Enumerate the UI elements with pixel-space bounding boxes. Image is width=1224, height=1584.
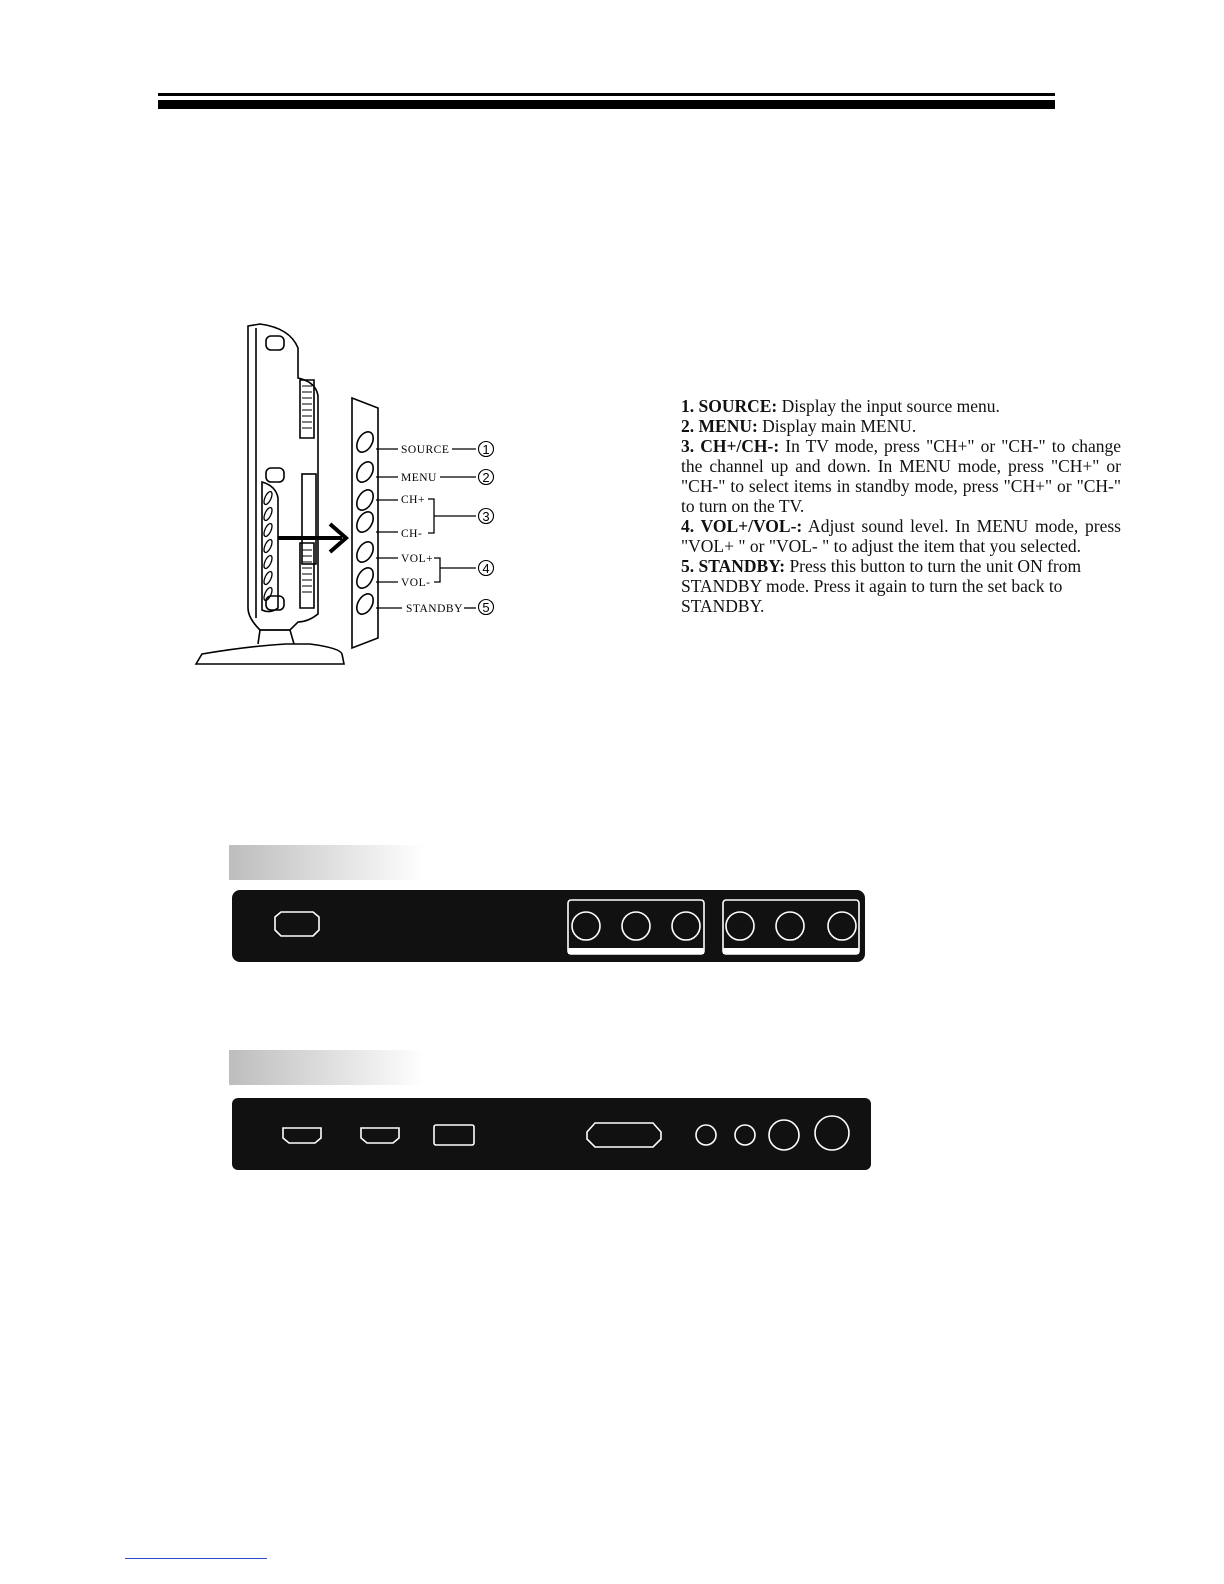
label-ch-minus: CH-	[401, 528, 423, 540]
footer-underline	[125, 1558, 267, 1559]
label-source: SOURCE	[401, 444, 450, 456]
callout-number-3: 3	[482, 509, 490, 524]
connector-panel-1	[229, 888, 869, 964]
label-vol-plus: VOL+	[401, 553, 434, 565]
description-item: 4. VOL+/VOL-: Adjust sound level. In MENU mode, press "VOL+ " or "VOL- " to adjust the item that you selected.	[681, 516, 1121, 556]
panel-1-header-tab	[229, 845, 424, 880]
panel-2-header-tab	[229, 1050, 424, 1085]
description-item: 3. CH+/CH-: In TV mode, press "CH+" or "CH-" to change the channel up and down. In MENU mode, press "CH+" or "CH-" to select items in standby mode, press "CH+" or "CH-" to turn on the TV.	[681, 436, 1121, 516]
label-vol-minus: VOL-	[401, 577, 431, 589]
callout-number-4: 4	[482, 561, 490, 576]
label-standby: STANDBY	[406, 603, 463, 615]
header-rule-thick	[158, 100, 1055, 109]
control-descriptions	[681, 396, 1121, 616]
description-item: 2. MENU: Display main MENU.	[681, 416, 917, 436]
description-item: 5. STANDBY: Press this button to turn the unit ON from STANDBY mode. Press it again to turn the set back to STANDBY.	[681, 556, 1082, 616]
description-item: 1. SOURCE: Display the input source menu.	[681, 396, 1000, 416]
callout-number-5: 5	[482, 600, 490, 615]
tv-side-view-diagram	[190, 318, 510, 670]
header-rule-thin	[158, 93, 1055, 96]
callout-number-1: 1	[482, 442, 490, 457]
label-menu: MENU	[401, 472, 437, 484]
connector-panel-2	[229, 1096, 874, 1172]
label-ch-plus: CH+	[401, 494, 425, 506]
callout-number-2: 2	[482, 470, 490, 485]
